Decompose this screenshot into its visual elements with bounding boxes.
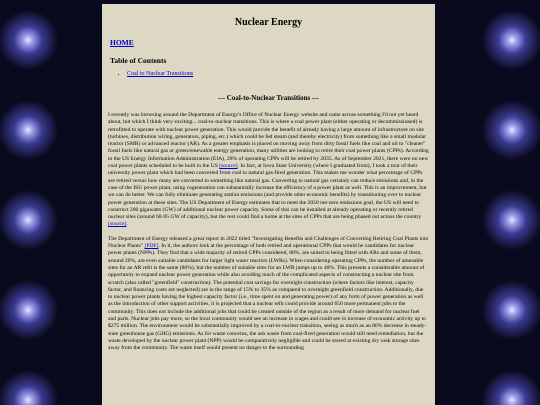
source-link[interactable]: [source]	[219, 163, 238, 170]
paragraph-text: The Department of Energy released a great report in 2022 titled "Investigating Benefits and Challenges of Converting Retiring Coal Plants into Nuclear Plants"	[108, 235, 429, 250]
page-title: Nuclear Energy	[234, 17, 303, 28]
toc-title: Table of Contents	[110, 56, 167, 65]
paragraph-text: . In fact, at Iowa State University (where I graduated from), I took a tour of their university power plant which had been converted from coal to natural gas-fired generation. This makes me wonder what percentage of CPPs are retired versus how many are converted to something like natural gas. Converting to natural gas certainly can reduce emissions and, in the case of the ISU power plant, using cogeneration can substantially increase the efficiency of a power plant as well. This is an improvement, but we can do better. We can fully eliminate generating station emissions (and provide other economic benefits) by transitioning over to nuclear power generation at these sites. The US Department of Energy estimates that to meet the 2050 net-zero emissions goal, the US will need to construct 200 gigawatts (GW) of additional nuclear power capacity. Some of this can be installed at already operating or recently retired nuclear sites (around 60-95 GW of capacity), but the rest could find a home at the sites of CPPs that are being phased out across the country	[108, 163, 427, 221]
toc-item	[127, 71, 429, 77]
toc-link-coal-to-nuclear[interactable]: Coal to Nuclear Transitions	[127, 71, 194, 77]
toc-list	[118, 71, 429, 77]
paragraph-text: I recently was browsing around the Department of Energy's Office of Nuclear Energy website and came across something I'd not yet heard about, but which I think very exciting... coal-to-nuclear transitions. This is where a coal power plant (either operating or decommissioned) is retrofitted to operate with nuclear power generation. This would provide the benefit of already having a large amount of infrastructure on site (turbines, distribution wiring, generators, piping, etc.) which could be fed steam (and thereby electricity) from something like a small modular reactor (SMR) or advanced reactor (AR). As a greater emphasis is placed on moving away from dirty fossil fuels like coal and oil to "cleaner" fossil fuels like natural gas or green/renewable energy generation, many utilities are looking to retire their coal power plants (CPPs). According to the US Energy Information Administration (EIA), 28% of operating CPPs will be retired by 2035. As of September 2021, there were no new coal power plants scheduled to be built in the US	[108, 112, 429, 170]
document-page	[102, 4, 435, 405]
paragraph-2	[108, 236, 429, 353]
pdf-link[interactable]: [PDF]	[144, 243, 159, 250]
section-heading: --- Coal-to-Nuclear Transitions ---	[218, 94, 319, 102]
paragraph-text: .	[126, 221, 128, 228]
paragraph-text: . In it, the authors look at the percentage of both retired and operational CPPs that would be candidates for nuclear power plants (NPPs). They find that a wide majority of retired CPPs considered, 80%, are suited to being fitted with ARs and some of them, around 20%, are even suitable candidates for larger light water reactors (LWRs). When considering operating CPPs, the number of amenable sites for an AR refit is the same (80%), but the number of suitable sites for an LWR jumps up to 40%. This presents a considerable amount of opportunity to expand nuclear power generation while also avoiding much of the complicated aspects of constructing a nuclear site from scratch (also called "greenfield" construction). The potential cost savings for overnight construction (where factors like interest, capacity factor, and financing costs are neglected) are in the range of 15% to 35% as compared to overnight greenfield construction. Additionally, due to nuclear power plants having the highest capacity factor (i.e., time spent on and generating power) of any form of power generation as well as the introduction of other support activities, it is projected that a nuclear refit could provide around 650 more permanent jobs to the community. This does not include the additional jobs that could be created outside of the region as a result of more demand for nuclear fuel and parts. Nuclear jobs pay more, so the local community would see an increase in wages and could see in increase of economic activity up to $275 million. The environment would be substantially improved by a coal-to-nuclear transition, seeing as much as an 86% decrease in steady-state greenhouse gas (GHG) emissions. As for waste concerns, the ash waste from coal-fired generation would still need remediation, but the waste developed by the nuclear power plant (NPP) would be comparatively negligible and could be stored at existing dry cask storage sites away from the community. The waste itself would present no danger to the surrounding	[108, 243, 427, 352]
source-link[interactable]: [source]	[108, 221, 127, 228]
paragraph-1	[108, 112, 429, 229]
home-link[interactable]: HOME	[110, 38, 134, 47]
